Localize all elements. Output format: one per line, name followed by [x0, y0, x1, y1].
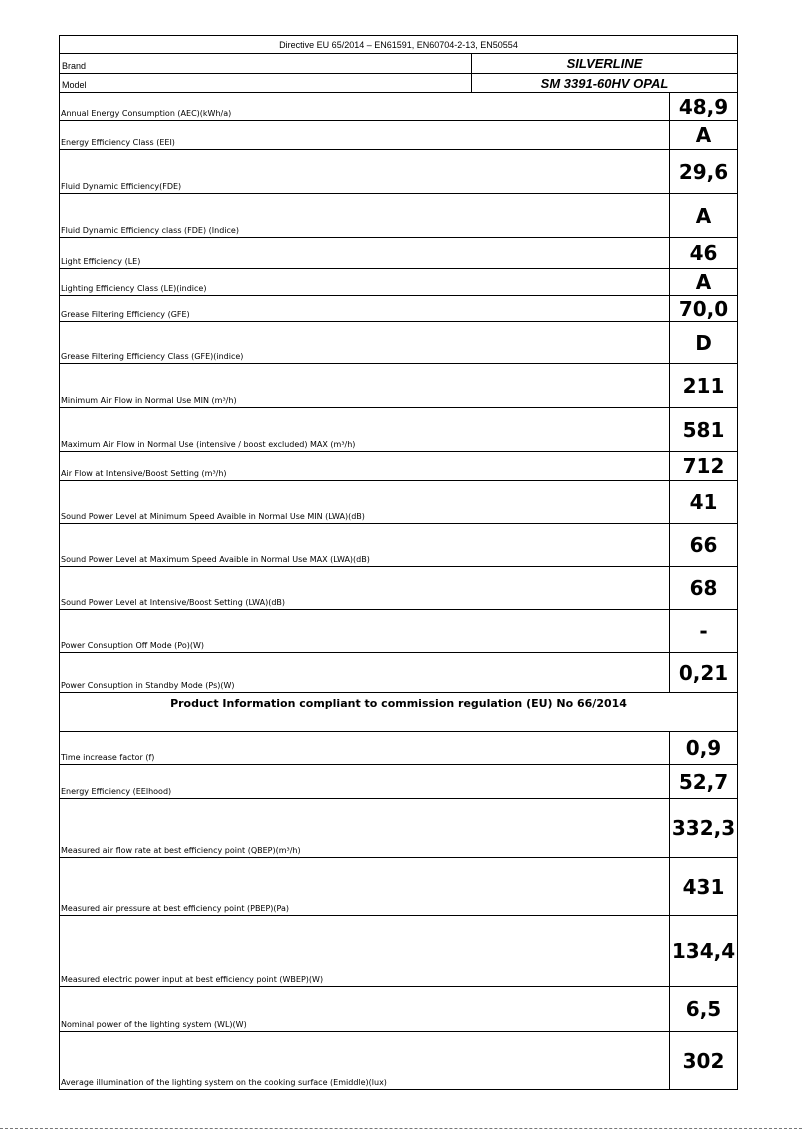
page-cut-line: [0, 1128, 802, 1129]
table-row: [60, 567, 737, 610]
row-value: 6,5: [669, 987, 737, 1031]
table-row: [60, 322, 737, 364]
energy-label-table: [59, 35, 738, 1090]
table-row: [60, 150, 737, 194]
table-row: [60, 765, 737, 799]
row-value: 68: [669, 567, 737, 609]
section-title-text: Product Information compliant to commission regulation (EU) No 66/2014: [170, 697, 627, 710]
row-label: Power Consuption in Standby Mode (Ps)(W): [61, 681, 235, 690]
row-value: 581: [669, 408, 737, 451]
row-label: Measured air pressure at best efficiency point (PBEP)(Pa): [61, 904, 290, 913]
table-row: [60, 121, 737, 150]
row-label: Light Efficiency (LE): [61, 257, 141, 266]
row-label: Maximum Air Flow in Normal Use (intensive / boost excluded) MAX (m³/h): [61, 440, 356, 449]
table-row: [60, 1032, 737, 1089]
table-row: [60, 653, 737, 693]
table-row: [60, 93, 737, 121]
row-label: Grease Filtering Efficiency (GFE): [61, 310, 190, 319]
row-value: 48,9: [669, 93, 737, 120]
row-value: 332,3: [669, 799, 737, 857]
row-value: A: [669, 194, 737, 237]
row-value: 712: [669, 452, 737, 480]
brand-row: [60, 54, 737, 74]
row-value: A: [669, 121, 737, 149]
row-value: A: [669, 269, 737, 295]
table-row: [60, 364, 737, 408]
row-label: Grease Filtering Efficiency Class (GFE)(indice): [61, 352, 244, 361]
brand-label: Brand: [60, 54, 472, 73]
table-row: [60, 194, 737, 238]
row-label: Lighting Efficiency Class (LE)(indice): [61, 284, 207, 293]
model-row: [60, 74, 737, 93]
brand-value: SILVERLINE: [566, 56, 643, 71]
table-row: [60, 481, 737, 524]
row-label: Sound Power Level at Minimum Speed Avaible in Normal Use MIN (LWA)(dB): [61, 512, 365, 521]
row-value: 41: [669, 481, 737, 523]
row-value: 29,6: [669, 150, 737, 193]
table-row: [60, 296, 737, 322]
row-value: 0,9: [669, 732, 737, 764]
row-value: 302: [669, 1032, 737, 1089]
table-row: [60, 610, 737, 653]
row-label: Sound Power Level at Intensive/Boost Setting (LWA)(dB): [61, 598, 286, 607]
table-row: [60, 987, 737, 1032]
directive-text: Directive EU 65/2014 – EN61591, EN60704-2-13, EN50554: [279, 39, 518, 50]
row-label: Fluid Dynamic Efficiency(FDE): [61, 182, 182, 191]
row-value: -: [669, 610, 737, 652]
row-label: Power Consuption Off Mode (Po)(W): [61, 641, 204, 650]
row-label: Minimum Air Flow in Normal Use MIN (m³/h): [61, 396, 237, 405]
row-label: Measured electric power input at best efficiency point (WBEP)(W): [61, 975, 324, 984]
model-label: Model: [60, 74, 472, 92]
section-title: [60, 693, 737, 732]
row-value: 134,4: [669, 916, 737, 986]
row-label: Nominal power of the lighting system (WL)(W): [61, 1020, 247, 1029]
table-row: [60, 269, 737, 296]
table-row: [60, 732, 737, 765]
row-label: Energy Efficiency (EElhood): [61, 787, 172, 796]
row-label: Fluid Dynamic Efficiency class (FDE) (Indice): [61, 226, 239, 235]
row-label: Energy Efficiency Class (EEI): [61, 138, 175, 147]
table-row: [60, 858, 737, 916]
row-label: Air Flow at Intensive/Boost Setting (m³/h): [61, 469, 227, 478]
row-value: 46: [669, 238, 737, 268]
row-value: 70,0: [669, 296, 737, 321]
row-value: 431: [669, 858, 737, 915]
row-label: Measured air flow rate at best efficiency point (QBEP)(m³/h): [61, 846, 301, 855]
row-value: D: [669, 322, 737, 363]
table-row: [60, 916, 737, 987]
row-label: Time increase factor (f): [61, 753, 155, 762]
row-value: 66: [669, 524, 737, 566]
row-value: 211: [669, 364, 737, 407]
table-row: [60, 238, 737, 269]
row-value: 0,21: [669, 653, 737, 692]
row-label: Sound Power Level at Maximum Speed Avaible in Normal Use MAX (LWA)(dB): [61, 555, 370, 564]
model-value: SM 3391-60HV OPAL: [540, 75, 669, 91]
table-row: [60, 452, 737, 481]
table-row: [60, 799, 737, 858]
table-row: [60, 408, 737, 452]
row-value: 52,7: [669, 765, 737, 798]
row-label: Annual Energy Consumption (AEC)(kWh/a): [61, 109, 232, 118]
row-label: Average illumination of the lighting system on the cooking surface (Emiddle)(lux): [61, 1078, 387, 1087]
directive-header: [60, 36, 737, 54]
table-row: [60, 524, 737, 567]
